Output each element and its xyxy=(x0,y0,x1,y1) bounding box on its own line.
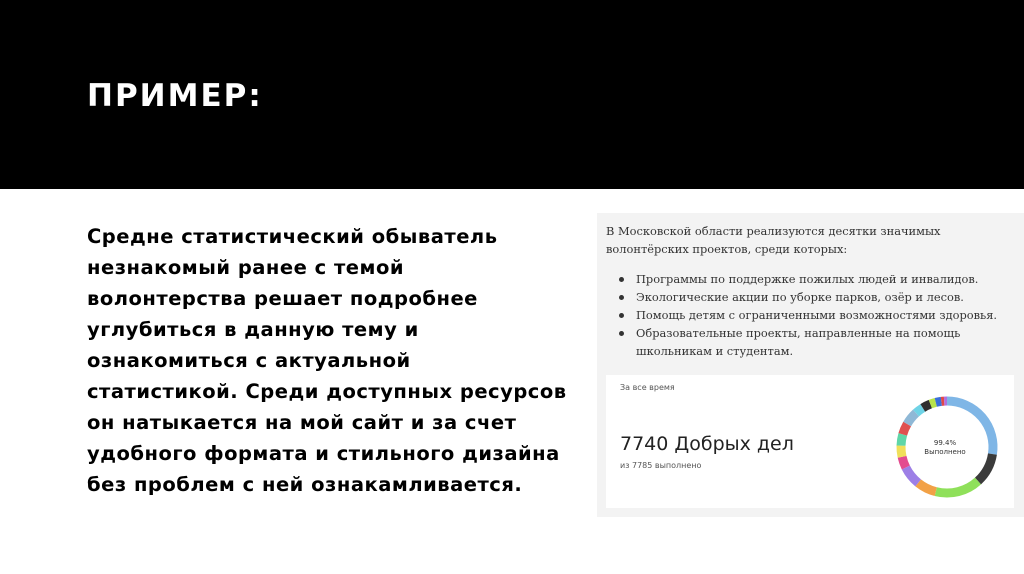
donut-segment xyxy=(901,434,903,445)
project-list xyxy=(606,270,1021,360)
stats-subtext: из 7785 выполнено xyxy=(620,461,702,470)
donut-segment xyxy=(936,401,942,402)
body-line: без проблем с ней ознакамливается. xyxy=(87,473,523,496)
body-line: ознакомиться с актуальной xyxy=(87,349,411,372)
donut-label: Выполнено xyxy=(924,448,966,456)
donut-segment xyxy=(916,408,923,413)
donut-segment xyxy=(923,404,931,408)
body-line: Средне статистический обыватель xyxy=(87,225,498,248)
stats-card xyxy=(606,375,1014,508)
body-line: углубиться в данную тему и xyxy=(87,318,419,341)
donut-segment xyxy=(903,424,907,434)
donut-segment xyxy=(930,402,935,404)
donut-segment xyxy=(936,481,978,493)
project-list-item: Образовательные проекты, направленные на помощь школьникам и студентам. xyxy=(606,324,1021,360)
body-line: незнакомый ранее с темой xyxy=(87,256,405,279)
donut-segment xyxy=(907,413,916,424)
stats-main-value: 7740 Добрых дел xyxy=(620,433,794,455)
body-line: он натыкается на мой сайт и за счет xyxy=(87,411,517,434)
donut-percent: 99.4% xyxy=(933,439,957,447)
slide-body-text xyxy=(87,221,577,500)
body-line: статистикой. Среди доступных ресурсов xyxy=(87,380,567,403)
body-line: волонтерства решает подробнее xyxy=(87,287,478,310)
project-list-item: Экологические акции по уборке парков, озёр и лесов. xyxy=(606,288,1021,306)
title-bar xyxy=(0,0,1024,189)
donut-segment xyxy=(918,483,936,492)
body-line: удобного формата и стильного дизайна xyxy=(87,442,560,465)
donut-segment xyxy=(906,468,918,483)
project-list-item: Программы по поддержке пожилых людей и инвалидов. xyxy=(606,270,1021,288)
donut-segment xyxy=(902,457,906,468)
website-screenshot xyxy=(597,213,1024,517)
slide-title: ПРИМЕР: xyxy=(87,78,263,114)
screenshot-intro: В Московской области реализуются десятки значимых волонтёрских проектов, среди которых: xyxy=(606,224,941,256)
stats-caption: За все время xyxy=(620,383,675,392)
donut-segment xyxy=(978,454,992,481)
project-list-item: Помощь детям с ограниченными возможностями здоровья. xyxy=(606,306,1021,324)
donut-chart xyxy=(885,393,1009,501)
donut-segment xyxy=(901,446,902,457)
